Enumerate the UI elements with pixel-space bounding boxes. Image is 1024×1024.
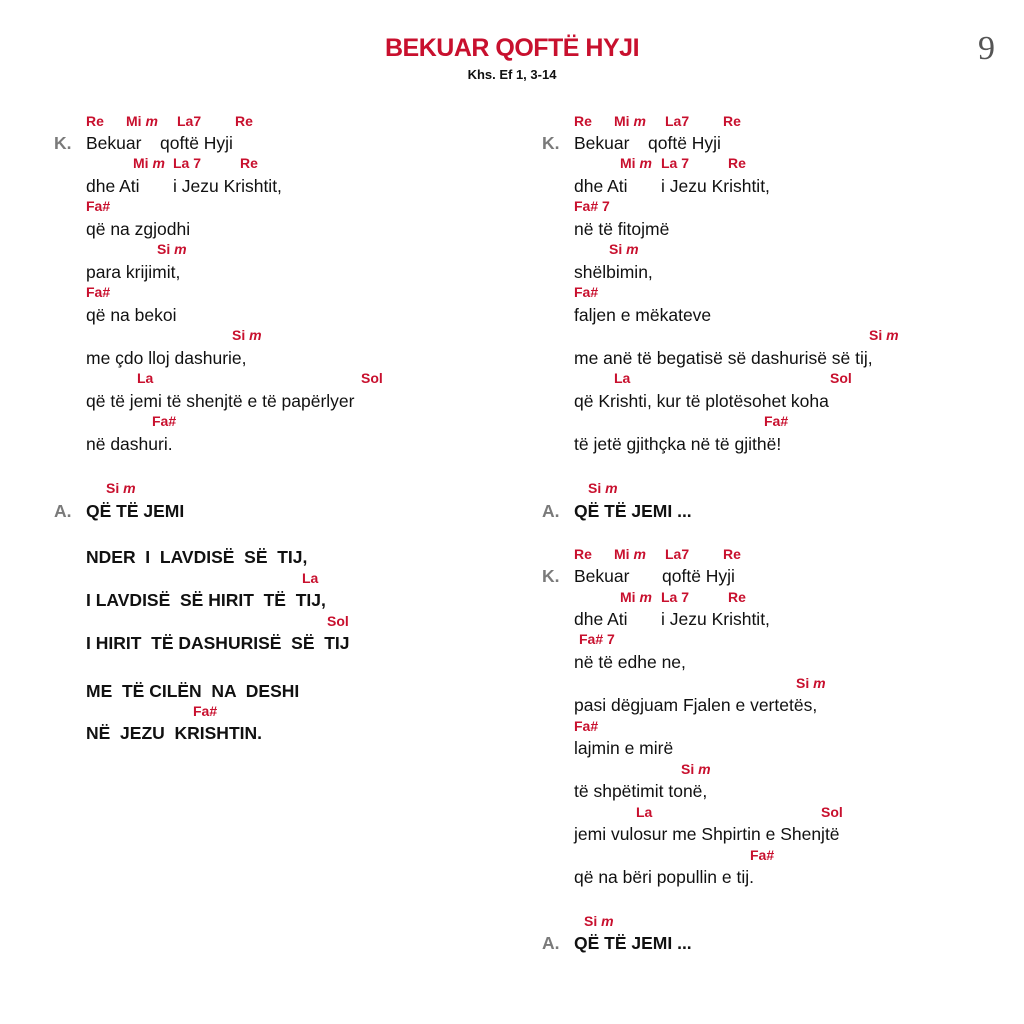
chord: Fa# (764, 413, 789, 429)
lyric-line: që na bëri popullin e tij. (574, 867, 754, 887)
scripture-reference: Khs. Ef 1, 3-14 (467, 67, 557, 82)
chord: Si m (681, 761, 711, 777)
chord: Mi m (620, 155, 652, 171)
chord: Mi m (614, 546, 646, 562)
lyric-line: që na bekoi (86, 305, 177, 325)
refrain-line: QË TË JEMI (86, 501, 185, 521)
lyric-line: të shpëtimit tonë, (574, 781, 708, 801)
assembly-label: A. (542, 501, 560, 521)
chord: Si m (609, 241, 639, 257)
chord: Re (574, 113, 592, 129)
lyric-line: i Jezu Krishtit, (661, 609, 770, 629)
lyric-line: që na zgjodhi (86, 219, 191, 239)
chord: Re (86, 113, 104, 129)
chord: Mi m (126, 113, 158, 129)
chord: Fa# (574, 284, 599, 300)
lyric-line: para krijimit, (86, 262, 181, 282)
lyric-line: Bekuar (86, 133, 142, 153)
chord: Fa# (86, 198, 111, 214)
refrain-line: QË TË JEMI ... (574, 933, 692, 953)
chord: Mi m (614, 113, 646, 129)
chord: Si m (106, 480, 136, 496)
chord: La (302, 570, 319, 586)
chord: Re (723, 113, 741, 129)
cantor-label: K. (542, 133, 560, 153)
lyric-line: qoftë Hyji (662, 566, 735, 586)
refrain-line: I HIRIT TË DASHURISË SË TIJ (86, 633, 350, 653)
lyric-line: i Jezu Krishtit, (661, 176, 770, 196)
lyric-line: pasi dëgjuam Fjalen e vertetës, (574, 695, 818, 715)
lyric-line: qoftë Hyji (648, 133, 721, 153)
chord: Sol (830, 370, 852, 386)
chord: Si m (796, 675, 826, 691)
refrain-line: QË TË JEMI ... (574, 501, 692, 521)
lyric-line: në të edhe ne, (574, 652, 686, 672)
lyric-line: në të fitojmë (574, 219, 670, 239)
lyric-line: i Jezu Krishtit, (173, 176, 282, 196)
refrain-line: ME TË CILËN NA DESHI (86, 681, 300, 701)
lyric-line: lajmin e mirë (574, 738, 674, 758)
chord: Sol (327, 613, 349, 629)
lyric-line: në dashuri. (86, 434, 173, 454)
chord: Si m (157, 241, 187, 257)
page-number: 9 (978, 30, 995, 67)
refrain-line: NË JEZU KRISHTIN. (86, 723, 262, 743)
chord: Fa# (750, 847, 775, 863)
chord: Re (235, 113, 253, 129)
chord: La 7 (173, 155, 202, 171)
chord: La (614, 370, 631, 386)
lyric-line: me çdo lloj dashurie, (86, 348, 247, 368)
refrain-line: NDER I LAVDISË SË TIJ, (86, 547, 308, 567)
chord: Fa# (193, 703, 218, 719)
chord: Mi m (133, 155, 165, 171)
chord: Si m (588, 480, 618, 496)
chord: Mi m (620, 589, 652, 605)
chord: Re (723, 546, 741, 562)
assembly-label: A. (542, 933, 560, 953)
chord: La7 (177, 113, 202, 129)
assembly-label: A. (54, 501, 72, 521)
lyric-line: dhe Ati (574, 609, 628, 629)
chord: La (137, 370, 154, 386)
lyric-line: që Krishti, kur të plotësohet koha (574, 391, 829, 411)
chord: Sol (361, 370, 383, 386)
lyric-line: me anë të begatisë së dashurisë së tij, (574, 348, 873, 368)
chord: Si m (232, 327, 262, 343)
chord: Fa# 7 (579, 631, 615, 647)
chord: Fa# 7 (574, 198, 610, 214)
lyric-line: që të jemi të shenjtë e të papërlyer (86, 391, 355, 411)
lyric-line: Bekuar (574, 566, 630, 586)
refrain-line: I LAVDISË SË HIRIT TË TIJ, (86, 590, 326, 610)
chord: La (636, 804, 653, 820)
chord: La 7 (661, 155, 690, 171)
chord: Re (240, 155, 258, 171)
chord: Si m (869, 327, 899, 343)
chord: La 7 (661, 589, 690, 605)
lyric-line: Bekuar (574, 133, 630, 153)
chord: Fa# (152, 413, 177, 429)
chord: Sol (821, 804, 843, 820)
chord: Fa# (86, 284, 111, 300)
lyric-line: të jetë gjithçka në të gjithë! (574, 434, 782, 454)
chord: Si m (584, 913, 614, 929)
cantor-label: K. (54, 133, 72, 153)
chord: Re (574, 546, 592, 562)
lyric-line: dhe Ati (86, 176, 140, 196)
chord: Re (728, 155, 746, 171)
lyric-line: shëlbimin, (574, 262, 653, 282)
chord: La7 (665, 546, 690, 562)
chord: Fa# (574, 718, 599, 734)
lyric-line: faljen e mëkateve (574, 305, 712, 325)
cantor-label: K. (542, 566, 560, 586)
page-title: BEKUAR QOFTË HYJI (384, 34, 640, 62)
chord: Re (728, 589, 746, 605)
lyric-line: dhe Ati (574, 176, 628, 196)
lyric-line: qoftë Hyji (160, 133, 233, 153)
chord: La7 (665, 113, 690, 129)
lyric-line: jemi vulosur me Shpirtin e Shenjtë (574, 824, 840, 844)
